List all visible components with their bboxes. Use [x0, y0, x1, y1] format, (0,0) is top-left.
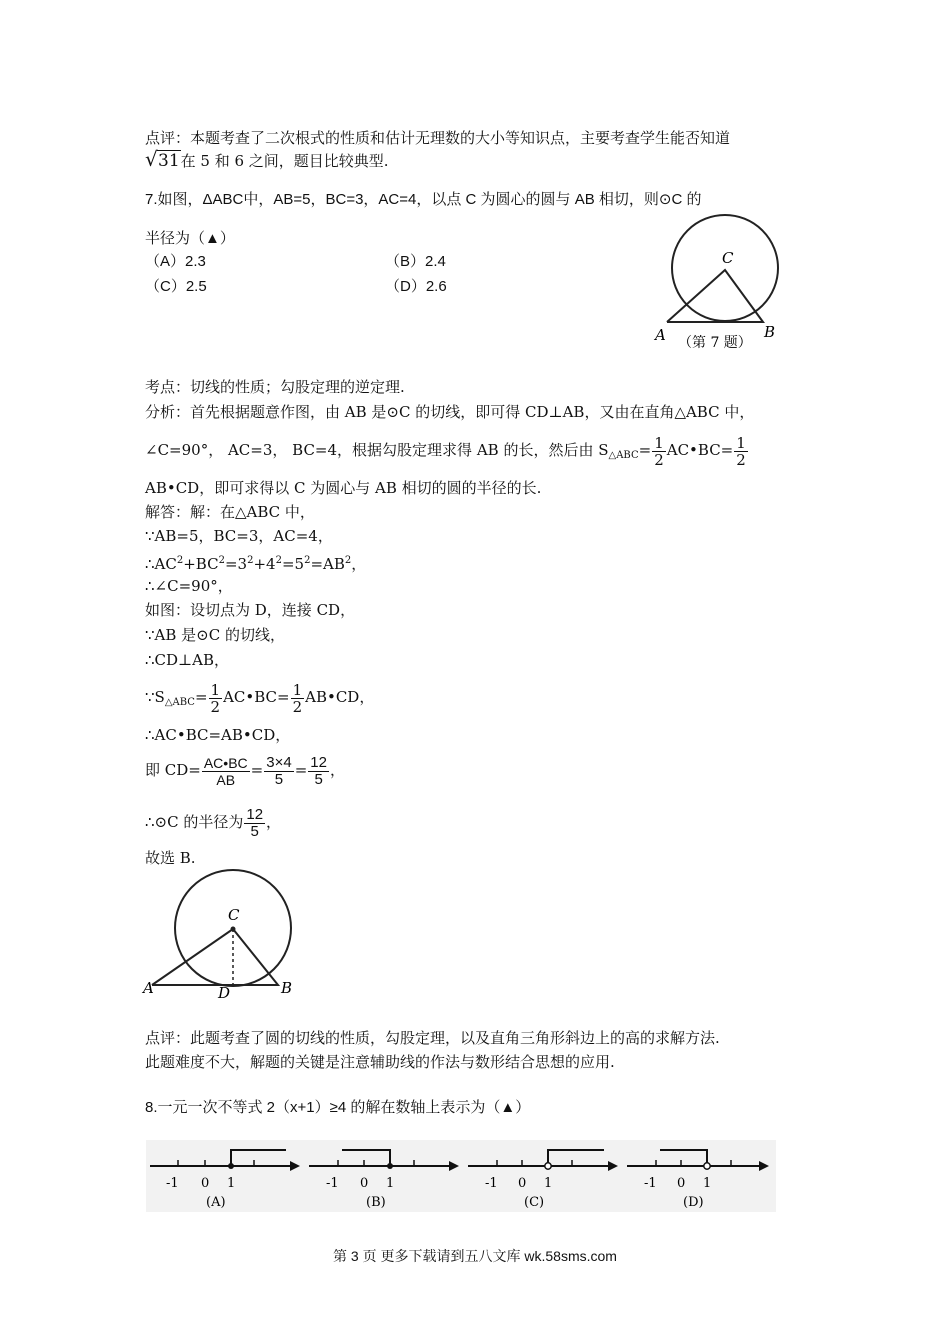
q7-solution-figure: [140, 868, 300, 1000]
q7-jieda-2: ∴∠C=90°，: [145, 577, 233, 595]
q7-jieda-1: ∵AB=5，BC=3，AC=4，: [145, 527, 333, 545]
svg-text:0: 0: [360, 1176, 369, 1191]
q7-radius: ∴⊙C 的半径为 $\frac{12}{5}$ ，: [145, 805, 282, 840]
solution-label-b: B: [281, 979, 293, 997]
q7-figure: [650, 200, 790, 355]
solution-label-a: A: [143, 979, 154, 997]
svg-text:1: 1: [227, 1176, 236, 1191]
svg-text:1: 1: [386, 1176, 395, 1191]
q8-d-hollow-dot: [704, 1163, 710, 1169]
svg-text:0: 0: [201, 1176, 210, 1191]
q8-c-hollow-dot: [545, 1163, 551, 1169]
q7-label-b: B: [764, 323, 776, 341]
q7-option-c: （C）2.5: [145, 278, 207, 295]
svg-text:0: 0: [677, 1176, 686, 1191]
svg-text:1: 1: [703, 1176, 712, 1191]
fraction-12-5: $\frac{12}{5}$: [310, 753, 327, 788]
fraction-half: $\frac{1}{2}$: [736, 433, 746, 469]
svg-text:0: 0: [518, 1176, 527, 1191]
q7-jieda-7: 故选 B.: [145, 849, 196, 867]
solution-triangle: [152, 929, 278, 985]
fraction-acbc-ab: $\frac{AC•BC}{AB}$: [203, 754, 248, 788]
review-q6-line1: 点评：本题考查了二次根式的性质和估计无理数的大小等知识点，主要考查学生能否知道: [145, 129, 731, 147]
svg-text:-1: -1: [644, 1176, 657, 1191]
q7-cd-equation: 即 CD= $\frac{AC•BC}{AB}$ = $\frac{3\times 4}{5}$ = $\frac{12}{5}$ ，: [145, 753, 345, 788]
q7-label-c: C: [722, 249, 734, 267]
q7-jieda-0: 解答：解：在△ABC 中，: [145, 503, 315, 521]
q7-option-a: （A）2.3: [145, 253, 206, 270]
q7-fenxi-line3: AB•CD，即可求得以 C 为圆心与 AB 相切的圆的半径的长.: [145, 479, 542, 497]
q8-number-lines: [146, 1140, 776, 1212]
q7-kaodian: 考点：切线的性质；勾股定理的逆定理.: [145, 378, 405, 396]
q7-dianping-line1: 点评：此题考查了圆的切线的性质，勾股定理，以及直角三角形斜边上的高的求解方法.: [145, 1029, 720, 1047]
svg-text:-1: -1: [326, 1176, 339, 1191]
page-footer: 第 3 页 更多下载请到五八文库 wk.58sms.com: [333, 1248, 617, 1264]
fraction-3x4-5: $\frac{3\times 4}{5}$: [266, 753, 292, 788]
q7-label-a: A: [655, 326, 666, 344]
q7-jieda-4: ∵AB 是⊙C 的切线，: [145, 626, 285, 644]
q7-option-b: （B）2.4: [385, 253, 446, 270]
fraction-half: $\frac{1}{2}$: [292, 680, 303, 716]
q8-option-d-label: (D): [683, 1195, 704, 1210]
q8-option-c-label: (C): [524, 1195, 545, 1210]
q7-triangle: [667, 270, 763, 322]
q7-stem-line1: 7.如图，ΔABC中，AB=5，BC=3，AC=4，以点 C 为圆心的圆与 AB 相切，则⊙C 的: [145, 191, 702, 208]
review-q6-line2: √ 31在 5 和 6 之间，题目比较典型.: [145, 147, 389, 171]
q7-option-d: （D）2.6: [385, 278, 447, 295]
solution-label-c: C: [228, 906, 240, 924]
q7-pythagoras: $\therefore AC^2+BC^2=3^2+4^2=5^2=AB^2$，: [145, 555, 367, 573]
q7-fenxi-line1: 分析：首先根据题意作图，由 AB 是⊙C 的切线，即可得 CD⊥AB，又由在直角△ABC 中，: [145, 403, 755, 421]
q7-jieda-3: 如图：设切点为 D，连接 CD，: [145, 601, 356, 619]
svg-text:-1: -1: [166, 1176, 179, 1191]
q7-fenxi-line2: ∠C=90°， AC=3， BC=4，根据勾股定理求得 AB 的长，然后由 $S_{\triangle ABC}=$ $\frac{1}{2}$ AC•BC= $\frac{1}{2}$: [145, 433, 746, 469]
solution-label-d: D: [218, 984, 231, 1000]
svg-text:-1: -1: [485, 1176, 498, 1191]
q7-dianping-line2: 此题难度不大，解题的关键是注意辅助线的作法与数形结合思想的应用.: [145, 1053, 615, 1071]
fraction-12-5: $\frac{12}{5}$: [246, 805, 264, 840]
sqrt-expression: √ 31: [145, 147, 180, 171]
q8-option-b-label: (B): [366, 1195, 386, 1210]
q7-circle: [672, 215, 778, 321]
fraction-half: $\frac{1}{2}$: [210, 680, 221, 716]
q7-jieda-5: ∴CD⊥AB，: [145, 651, 230, 669]
q7-figure-caption: （第 7 题）: [678, 335, 752, 351]
q7-stem-line2: 半径为（▲）: [145, 230, 235, 247]
fraction-half: $\frac{1}{2}$: [654, 433, 664, 469]
q7-jieda-6: ∴AC•BC=AB•CD，: [145, 726, 291, 744]
solution-center-point: [231, 927, 236, 932]
svg-text:1: 1: [544, 1176, 553, 1191]
q8-stem: 8.一元一次不等式 2（x+1）≥4 的解在数轴上表示为（▲）: [145, 1099, 531, 1116]
q8-option-a-label: (A): [206, 1195, 226, 1210]
q7-area-equation: $\because S_{\triangle ABC}=$ $\frac{1}{2}$ AC•BC= $\frac{1}{2}$ AB•CD，: [145, 680, 375, 716]
